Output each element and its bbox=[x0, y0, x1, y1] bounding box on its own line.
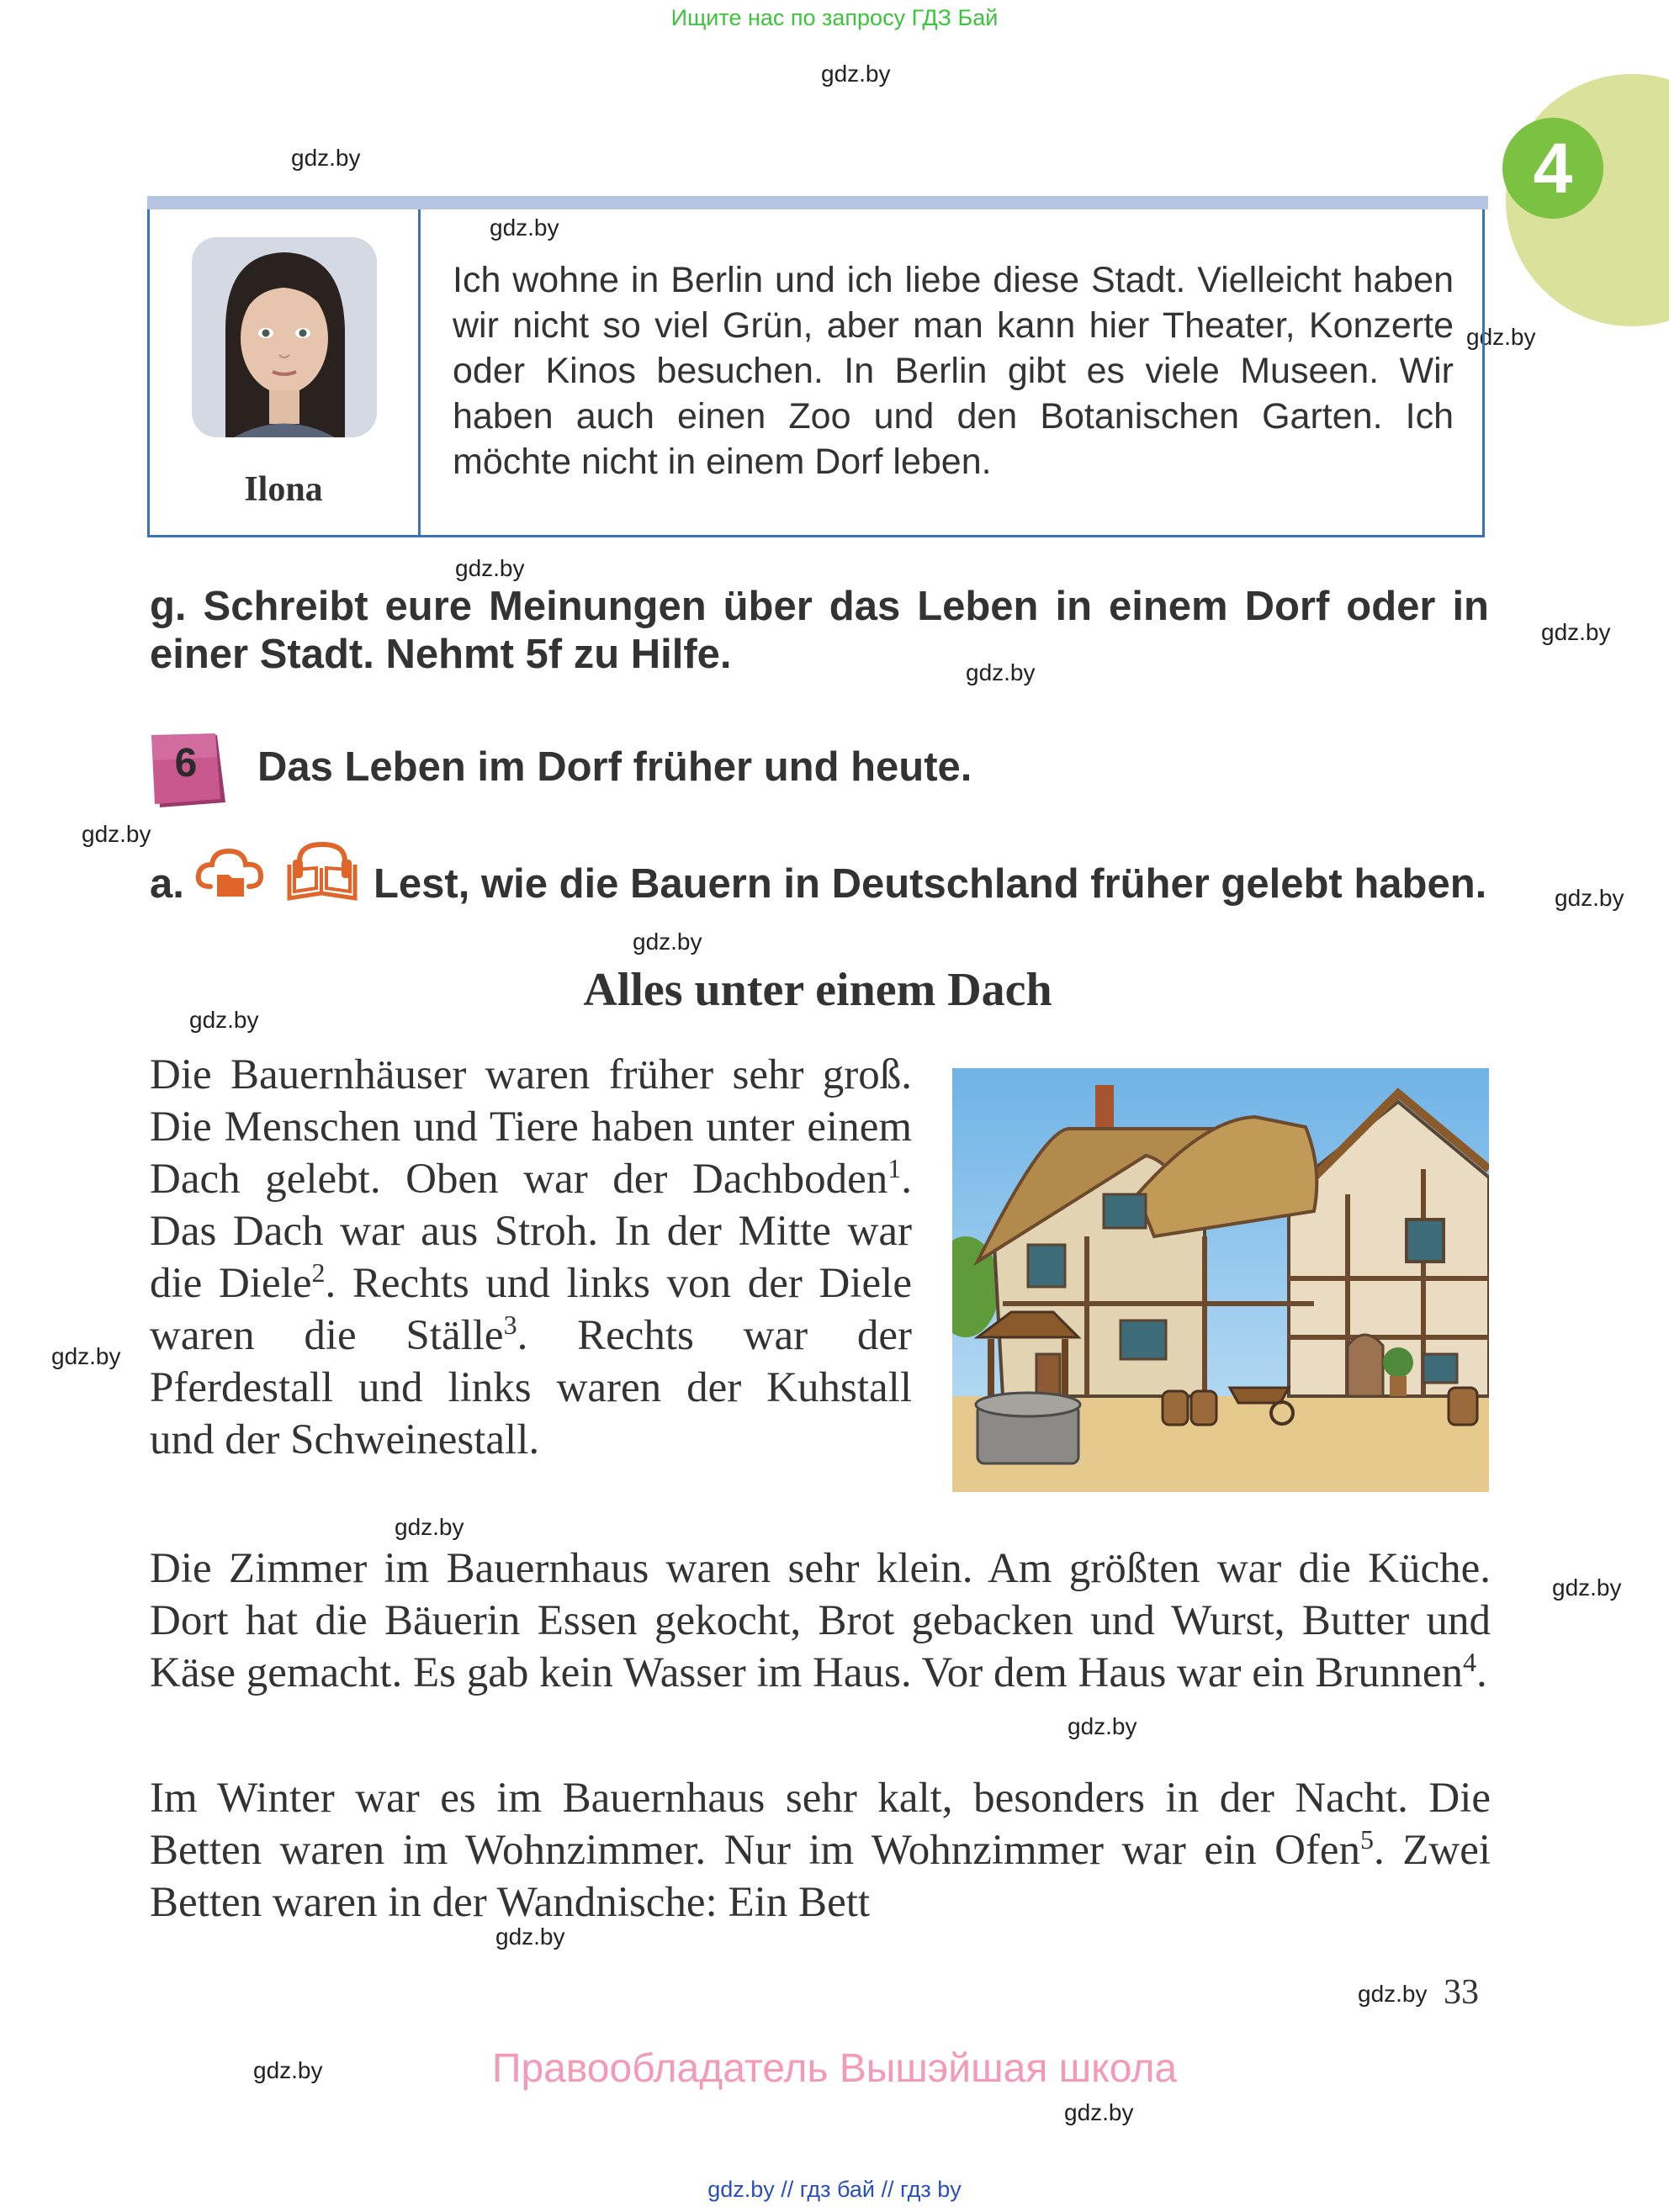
text-run: Die Zimmer im Bauernhaus waren sehr klein. Am größten war die Küche. Dort hat die Bäuerin Essen gekocht, Brot gebacken und Wurst, Butter und Käse gemacht. Es gab kein Wasser im Haus. Vor dem Haus war ein Brunnen bbox=[150, 1545, 1491, 1696]
watermark: gdz.by bbox=[51, 1343, 121, 1369]
exercise-a-instruction: Lest, wie die Bauern in Deutschland früher gelebt haben. bbox=[374, 861, 1487, 907]
cloud-folder-icon[interactable] bbox=[195, 844, 264, 902]
copyright-notice: Правообладатель Вышэйшая школа bbox=[491, 2046, 1178, 2091]
audio-book-icon[interactable] bbox=[283, 839, 362, 902]
quote-box-header bbox=[147, 196, 1488, 209]
search-banner[interactable]: Ищите нас по запросу ГДЗ Бай bbox=[670, 5, 999, 30]
text-run: Im Winter war es im Bauernhaus sehr kalt, besonders in der Nacht. Die Betten waren im Wohnzimmer. Nur im Wohnzimmer war ein Ofen bbox=[150, 1775, 1491, 1874]
watermark: gdz.by bbox=[1358, 1981, 1428, 2007]
page-number: 33 bbox=[1444, 1973, 1479, 2012]
watermark: gdz.by bbox=[1555, 885, 1624, 911]
task-title: Das Leben im Dorf früher und heute. bbox=[257, 744, 972, 790]
watermark: gdz.by bbox=[189, 1007, 259, 1033]
story-paragraph-3 bbox=[150, 1772, 1491, 1929]
watermark: gdz.by bbox=[455, 555, 525, 581]
text-run: . Rechts war der Pferdestall und links waren der Kuhstall und der Schweinestall. bbox=[150, 1312, 912, 1463]
farmhouse-illustration bbox=[952, 1068, 1489, 1492]
watermark: gdz.by bbox=[1068, 1713, 1137, 1739]
exercise-a-label: a. bbox=[150, 861, 184, 907]
watermark: gdz.by bbox=[490, 214, 559, 241]
chapter-number: 4 bbox=[1502, 118, 1603, 219]
watermark: gdz.by bbox=[1064, 2099, 1134, 2125]
story-paragraph-2 bbox=[150, 1543, 1491, 1699]
watermark: gdz.by bbox=[395, 1514, 464, 1540]
story-title: Alles unter einem Dach bbox=[583, 964, 1052, 1016]
avatar bbox=[192, 237, 377, 437]
footnote-marker: 2 bbox=[311, 1257, 326, 1288]
text-run: . Das Dach war aus Stroh. In der Mitte war die Diele bbox=[150, 1156, 912, 1307]
exercise-g: g. Schreibt eure Meinungen über das Leben in einem Dorf oder in einer Stadt. Nehmt 5f zu Hilfe. bbox=[150, 584, 1489, 677]
watermark: gdz.by bbox=[1552, 1574, 1622, 1601]
footnote-marker: 5 bbox=[1360, 1824, 1375, 1855]
watermark: gdz.by bbox=[1466, 324, 1536, 350]
footer-links[interactable]: gdz.by // гдз бай // гдз by bbox=[707, 2177, 962, 2202]
watermark: gdz.by bbox=[1541, 619, 1611, 645]
watermark: gdz.by bbox=[253, 2057, 323, 2083]
task-number: 6 bbox=[174, 741, 198, 786]
watermark: gdz.by bbox=[966, 659, 1036, 685]
quote-divider bbox=[418, 209, 421, 537]
watermark: gdz.by bbox=[82, 821, 151, 847]
profile-name: Ilona bbox=[244, 470, 323, 509]
watermark: gdz.by bbox=[291, 145, 361, 171]
watermark: gdz.by bbox=[821, 61, 891, 87]
watermark: gdz.by bbox=[633, 929, 702, 955]
task-badge bbox=[150, 732, 230, 809]
watermark: gdz.by bbox=[495, 1924, 565, 1950]
text-run: . bbox=[1476, 1649, 1487, 1696]
profile-quote: Ich wohne in Berlin und ich liebe diese Stadt. Vielleicht haben wir nicht so viel Grün, aber man kann hier Theater, Konzerte oder Kinos besuchen. In Berlin gibt es viele Museen. Wir haben auch einen Zoo und den Botanischen Garten. Ich möchte nicht in einem Dorf leben. bbox=[453, 260, 1454, 482]
story-paragraph-1 bbox=[150, 1049, 912, 1466]
girl-portrait-icon bbox=[192, 237, 377, 437]
text-run: . Rechts und links von der Diele waren die Ställe bbox=[150, 1260, 912, 1359]
footnote-marker: 4 bbox=[1462, 1647, 1476, 1677]
footnote-marker: 3 bbox=[503, 1310, 517, 1340]
text-run: . Zwei Betten waren in der Wandnische: Ein Bett bbox=[150, 1827, 1492, 1926]
text-run: Die Bauernhäuser waren früher sehr groß. Die Menschen und Tiere haben unter einem Dach gelebt. Oben war der Dachboden bbox=[150, 1051, 912, 1203]
footnote-marker: 1 bbox=[887, 1153, 902, 1183]
